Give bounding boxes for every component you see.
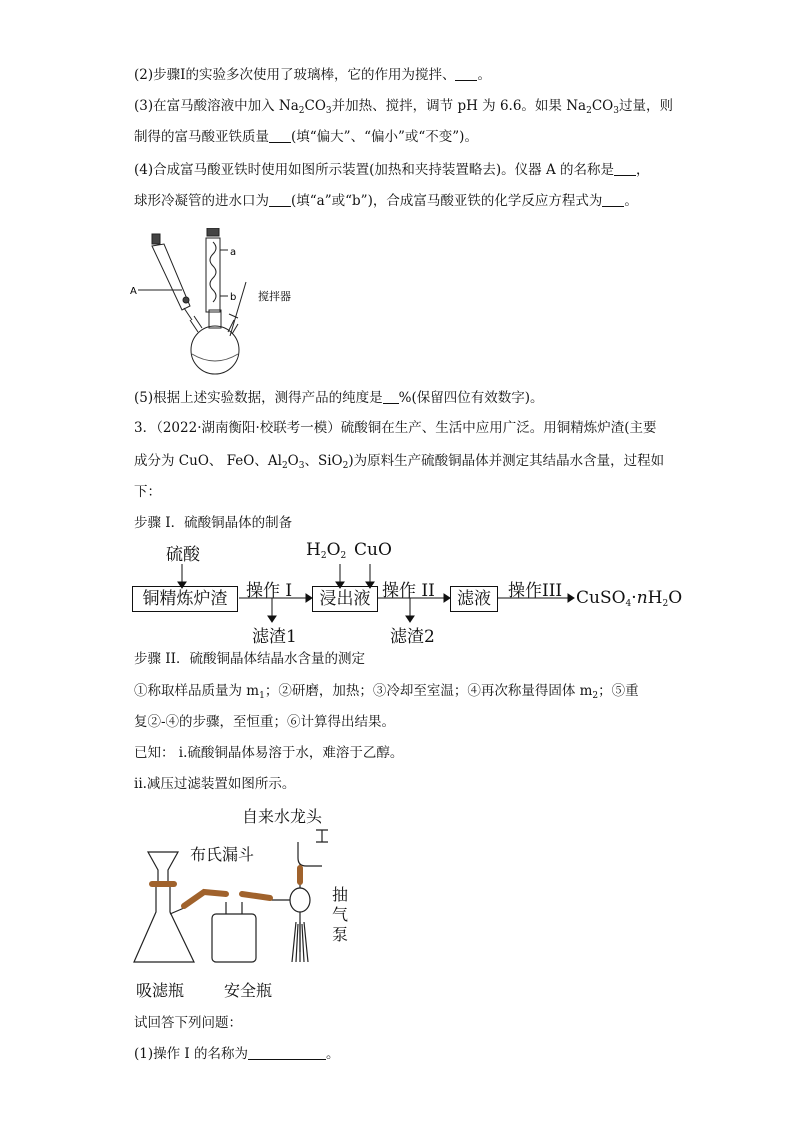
product-h: H	[647, 588, 663, 608]
flow-cuo: CuO	[354, 540, 392, 560]
box-slag-label: 铜精炼炉渣	[142, 589, 228, 609]
p3-sub: 3	[298, 461, 305, 471]
product-dot: ·	[631, 588, 637, 608]
reflux-apparatus-figure	[130, 228, 310, 376]
q3-sub: 2	[298, 106, 305, 116]
label-pump-1: 抽	[332, 885, 349, 904]
label-pump-3: 泵	[332, 925, 349, 944]
q4-blank-2	[269, 192, 291, 207]
h2o2-h: H	[306, 540, 321, 560]
s2-a: ①称取样品质量为 m	[134, 683, 260, 699]
q3-text-b: CO	[304, 98, 326, 114]
product-s2: 2	[662, 599, 669, 609]
known-1-text: 已知： i.硫酸铜晶体易溶于水，难溶于乙醇。	[134, 745, 404, 761]
step-1-title-text: 步骤 I．硫酸铜晶体的制备	[134, 515, 293, 531]
p3-sub: 2	[342, 461, 349, 471]
residue-1: 滤渣1	[252, 627, 297, 647]
h2o2-sub: 2	[320, 551, 327, 561]
q2-end: 。	[477, 67, 491, 83]
q3-text-f: 制得的富马酸亚铁质量	[134, 129, 269, 145]
question-3-line-1	[134, 97, 673, 120]
label-suction-flask: 吸滤瓶	[136, 981, 185, 1000]
h2o2-sub2: 2	[340, 551, 347, 561]
q3-text-d: CO	[591, 98, 614, 114]
q2-text: (2)步骤Ⅰ的实验多次使用了玻璃棒，它的作用为搅拌、	[134, 67, 456, 83]
box-filtrate	[450, 586, 498, 612]
q2-blank	[455, 66, 477, 81]
problem-3-line-2	[134, 452, 664, 475]
step-2-title-text: 步骤 II．硫酸铜晶体结晶水含量的测定	[134, 651, 365, 667]
vacuum-filtration-figure	[130, 802, 370, 1002]
product-o: O	[668, 588, 683, 608]
q4-text-a: (4)合成富马酸亚铁时使用如图所示装置(加热和夹持装置略去)。仪器 A 的名称是	[134, 162, 614, 178]
q5-text-b: %(保留四位有效数字)。	[398, 390, 544, 406]
q3-blank	[269, 128, 291, 143]
product	[576, 588, 682, 609]
problem-3-line-1	[134, 419, 657, 437]
step-1-title	[134, 514, 292, 532]
step-2-title	[134, 650, 365, 668]
s2-c: ；⑤重	[598, 683, 639, 699]
label-safety-bottle: 安全瓶	[224, 981, 273, 1000]
known-1	[134, 744, 403, 762]
question-2-line	[134, 66, 491, 84]
q3-text-a: (3)在富马酸溶液中加入 Na	[134, 98, 299, 114]
question-5-line	[134, 389, 544, 407]
problem-3-text-1: 3．（2022·湖南衡阳·校联考一模）硫酸铜在生产、生活中应用广泛。用铜精炼炉渣(主要	[134, 420, 657, 436]
p3-d: )为原料生产硫酸铜晶体并测定其结晶水含量，过程如	[348, 453, 665, 469]
question-3-line-2	[134, 128, 478, 146]
q3-text-e: 过量，则	[618, 98, 673, 114]
op-3: 操作III	[508, 581, 563, 601]
q4-text-b: ，	[636, 162, 650, 178]
box-leachate	[312, 586, 378, 612]
label-stirrer: 搅拌器	[258, 290, 291, 303]
step-2-line-1	[134, 682, 639, 705]
box-leachate-label: 浸出液	[319, 589, 371, 609]
step-2-line-2	[134, 713, 395, 731]
flow-h2o2	[306, 540, 346, 561]
op-2: 操作 II	[382, 581, 435, 601]
p3-c: 、SiO	[304, 453, 343, 469]
problem-3-text-3: 下：	[134, 484, 161, 500]
s2-line2: 复②-④的步骤，至恒重；⑥计算得出结果。	[134, 714, 396, 730]
q4-text-e: 。	[624, 193, 638, 209]
q3-sub: 3	[325, 106, 332, 116]
product-a: CuSO	[576, 588, 626, 608]
flow-acid: 硫酸	[166, 545, 200, 565]
label-b: b	[230, 292, 237, 303]
label-a: a	[230, 247, 237, 258]
q4-blank-1	[614, 161, 636, 176]
q3-sub: 3	[613, 106, 619, 116]
q4-text-d: (填“a”或“b”)，合成富马酸亚铁的化学反应方程式为	[291, 193, 603, 209]
p3-sub: 2	[281, 461, 288, 471]
s2-b: ；②研磨，加热；③冷却至室温；④再次称量得固体 m	[264, 683, 593, 699]
known-2	[134, 775, 295, 793]
op-1: 操作 I	[246, 581, 293, 601]
process-flow-diagram	[130, 538, 700, 646]
box-slag	[132, 586, 238, 612]
q5-blank	[383, 389, 399, 404]
q5-text-a: (5)根据上述实验数据，测得产品的纯度是	[134, 390, 383, 406]
label-pump-2: 气	[332, 905, 349, 924]
product-s: 4	[625, 599, 632, 609]
product-n: n	[636, 588, 648, 608]
problem-3-line-3	[134, 483, 161, 501]
label-tap: 自来水龙头	[242, 807, 323, 826]
sub-question-1	[134, 1045, 340, 1063]
q3-text-c: 并加热、搅拌，调节 pH 为 6.6。如果 Na	[331, 98, 587, 114]
answer-prompt-text: 试回答下列问题：	[134, 1015, 242, 1031]
question-4-line-1	[134, 161, 650, 179]
s2-sub: 1	[259, 691, 265, 701]
q3-sub: 2	[586, 106, 592, 116]
known-2-text: ii.减压过滤装置如图所示。	[134, 776, 296, 792]
q4-blank-3	[602, 192, 624, 207]
q3-text-g: (填“偏大”、“偏小”或“不变”)。	[291, 129, 478, 145]
residue-2: 滤渣2	[390, 627, 435, 647]
answer-prompt	[134, 1014, 242, 1032]
sq1-blank	[248, 1045, 326, 1060]
label-A: A	[130, 286, 137, 297]
h2o2-o: O	[326, 540, 341, 560]
sq1-end: 。	[326, 1046, 340, 1062]
question-4-line-2	[134, 192, 638, 210]
sq1-text: (1)操作 I 的名称为	[134, 1046, 249, 1062]
p3-b: O	[287, 453, 299, 469]
q4-text-c: 球形冷凝管的进水口为	[134, 193, 269, 209]
box-filtrate-label: 滤液	[457, 589, 491, 609]
s2-sub2: 2	[592, 691, 599, 701]
label-buchner-funnel: 布氏漏斗	[190, 845, 255, 864]
p3-a: 成分为 CuO、 FeO、Al	[134, 453, 282, 469]
